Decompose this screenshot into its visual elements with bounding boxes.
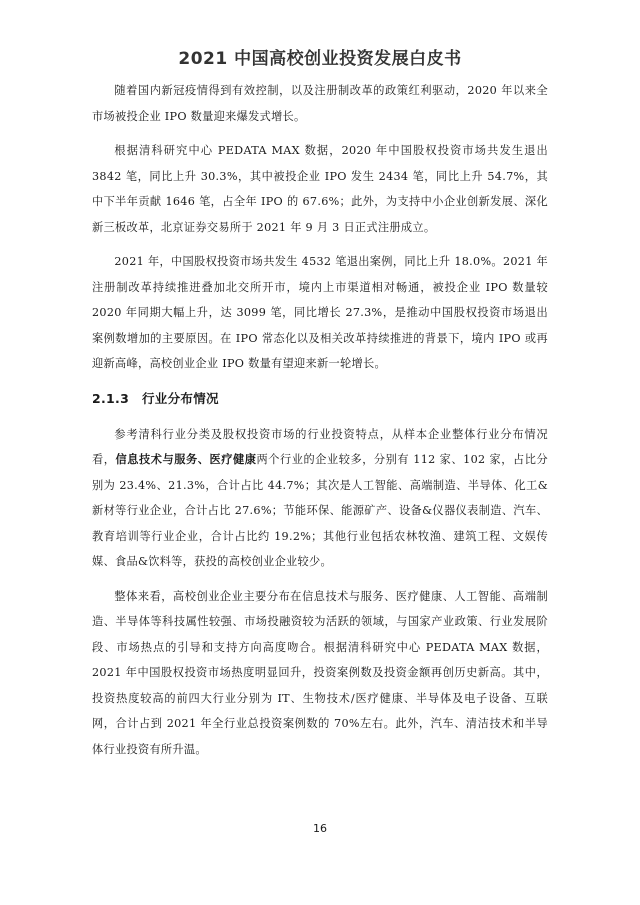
paragraph-2021-exits: 2021 年，中国股权投资市场共发生 4532 笔退出案例，同比上升 18.0%。2021 年注册制改革持续推进叠加北交所开市，境内上市渠道相对畅通，被投企业 IPO 数量较 2020 年同期大幅上升，达 3099 笔，同比增长 27.3%，是推动中国股权投资市场退出案例数增加的主要原因。在 IPO 常态化以及相关改革持续推进的背景下，境内 IPO 或再迎新高峰，高校创业企业 IPO 数量有望迎来新一轮增长。	[92, 255, 548, 370]
paragraph-ipo-growth: 随着国内新冠疫情得到有效控制，以及注册制改革的政策红利驱动，2020 年以来全市场被投企业 IPO 数量迎来爆发式增长。	[92, 84, 548, 123]
paragraph-lead-text: 参考清科行业分类及股权投资市场的行业投资特点，从样本企业整体行业分布情况看，	[92, 427, 548, 466]
paragraph-2020-exits: 根据清科研究中心 PEDATA MAX 数据，2020 年中国股权投资市场共发生退出 3842 笔，同比上升 30.3%，其中被投企业 IPO 发生 2434 笔，同比上升 54.7%，其中下半年贡献 1646 笔，占全年 IPO 的 67.6%；此外，为支持中小企业创新发展、深化新三板改革，北京证券交易所于 2021 年 9 月 3 日正式注册成立。	[92, 144, 548, 234]
section-number: 2.1.3	[92, 390, 130, 406]
body-text	[92, 78, 548, 771]
page-header-title: 2021 中国高校创业投资发展白皮书	[178, 49, 462, 69]
section-heading	[92, 386, 548, 412]
paragraph-industry-distribution	[92, 422, 548, 575]
paragraph-overall-summary: 整体来看，高校创业企业主要分布在信息技术与服务、医疗健康、人工智能、高端制造、半导体等科技属性较强、市场投融资较为活跃的领域，与国家产业政策、行业发展阶段、市场热点的引导和支持方向高度吻合。根据清科研究中心 PEDATA MAX 数据，2021 年中国股权投资市场热度明显回升，投资案例数及投资金额再创历史新高。其中，投资热度较高的前四大行业分别为 IT、生物技术/医疗健康、半导体及电子设备、互联网，合计占到 2021 年全行业总投资案例数的 70%左右。此外，汽车、清洁技术和半导体行业投资有所升温。	[92, 589, 548, 756]
section-title: 行业分布情况	[142, 390, 219, 406]
highlighted-industries: 信息技术与服务、医疗健康	[115, 453, 257, 466]
page-number: 16	[313, 822, 327, 835]
paragraph-rest-text: 两个行业的企业较多，分别有 112 家、102 家，占比分别为 23.4%、21.3%，合计占比 44.7%；其次是人工智能、高端制造、半导体、化工&新材等行业企业，合计占比 27.6%；节能环保、能源矿产、设备&仪器仪表制造、汽车、教育培训等行业企业，合计占比约 19.2%；其他行业包括农林牧渔、建筑工程、文娱传媒、食品&饮料等，获投的高校创业企业较少。	[92, 453, 548, 568]
